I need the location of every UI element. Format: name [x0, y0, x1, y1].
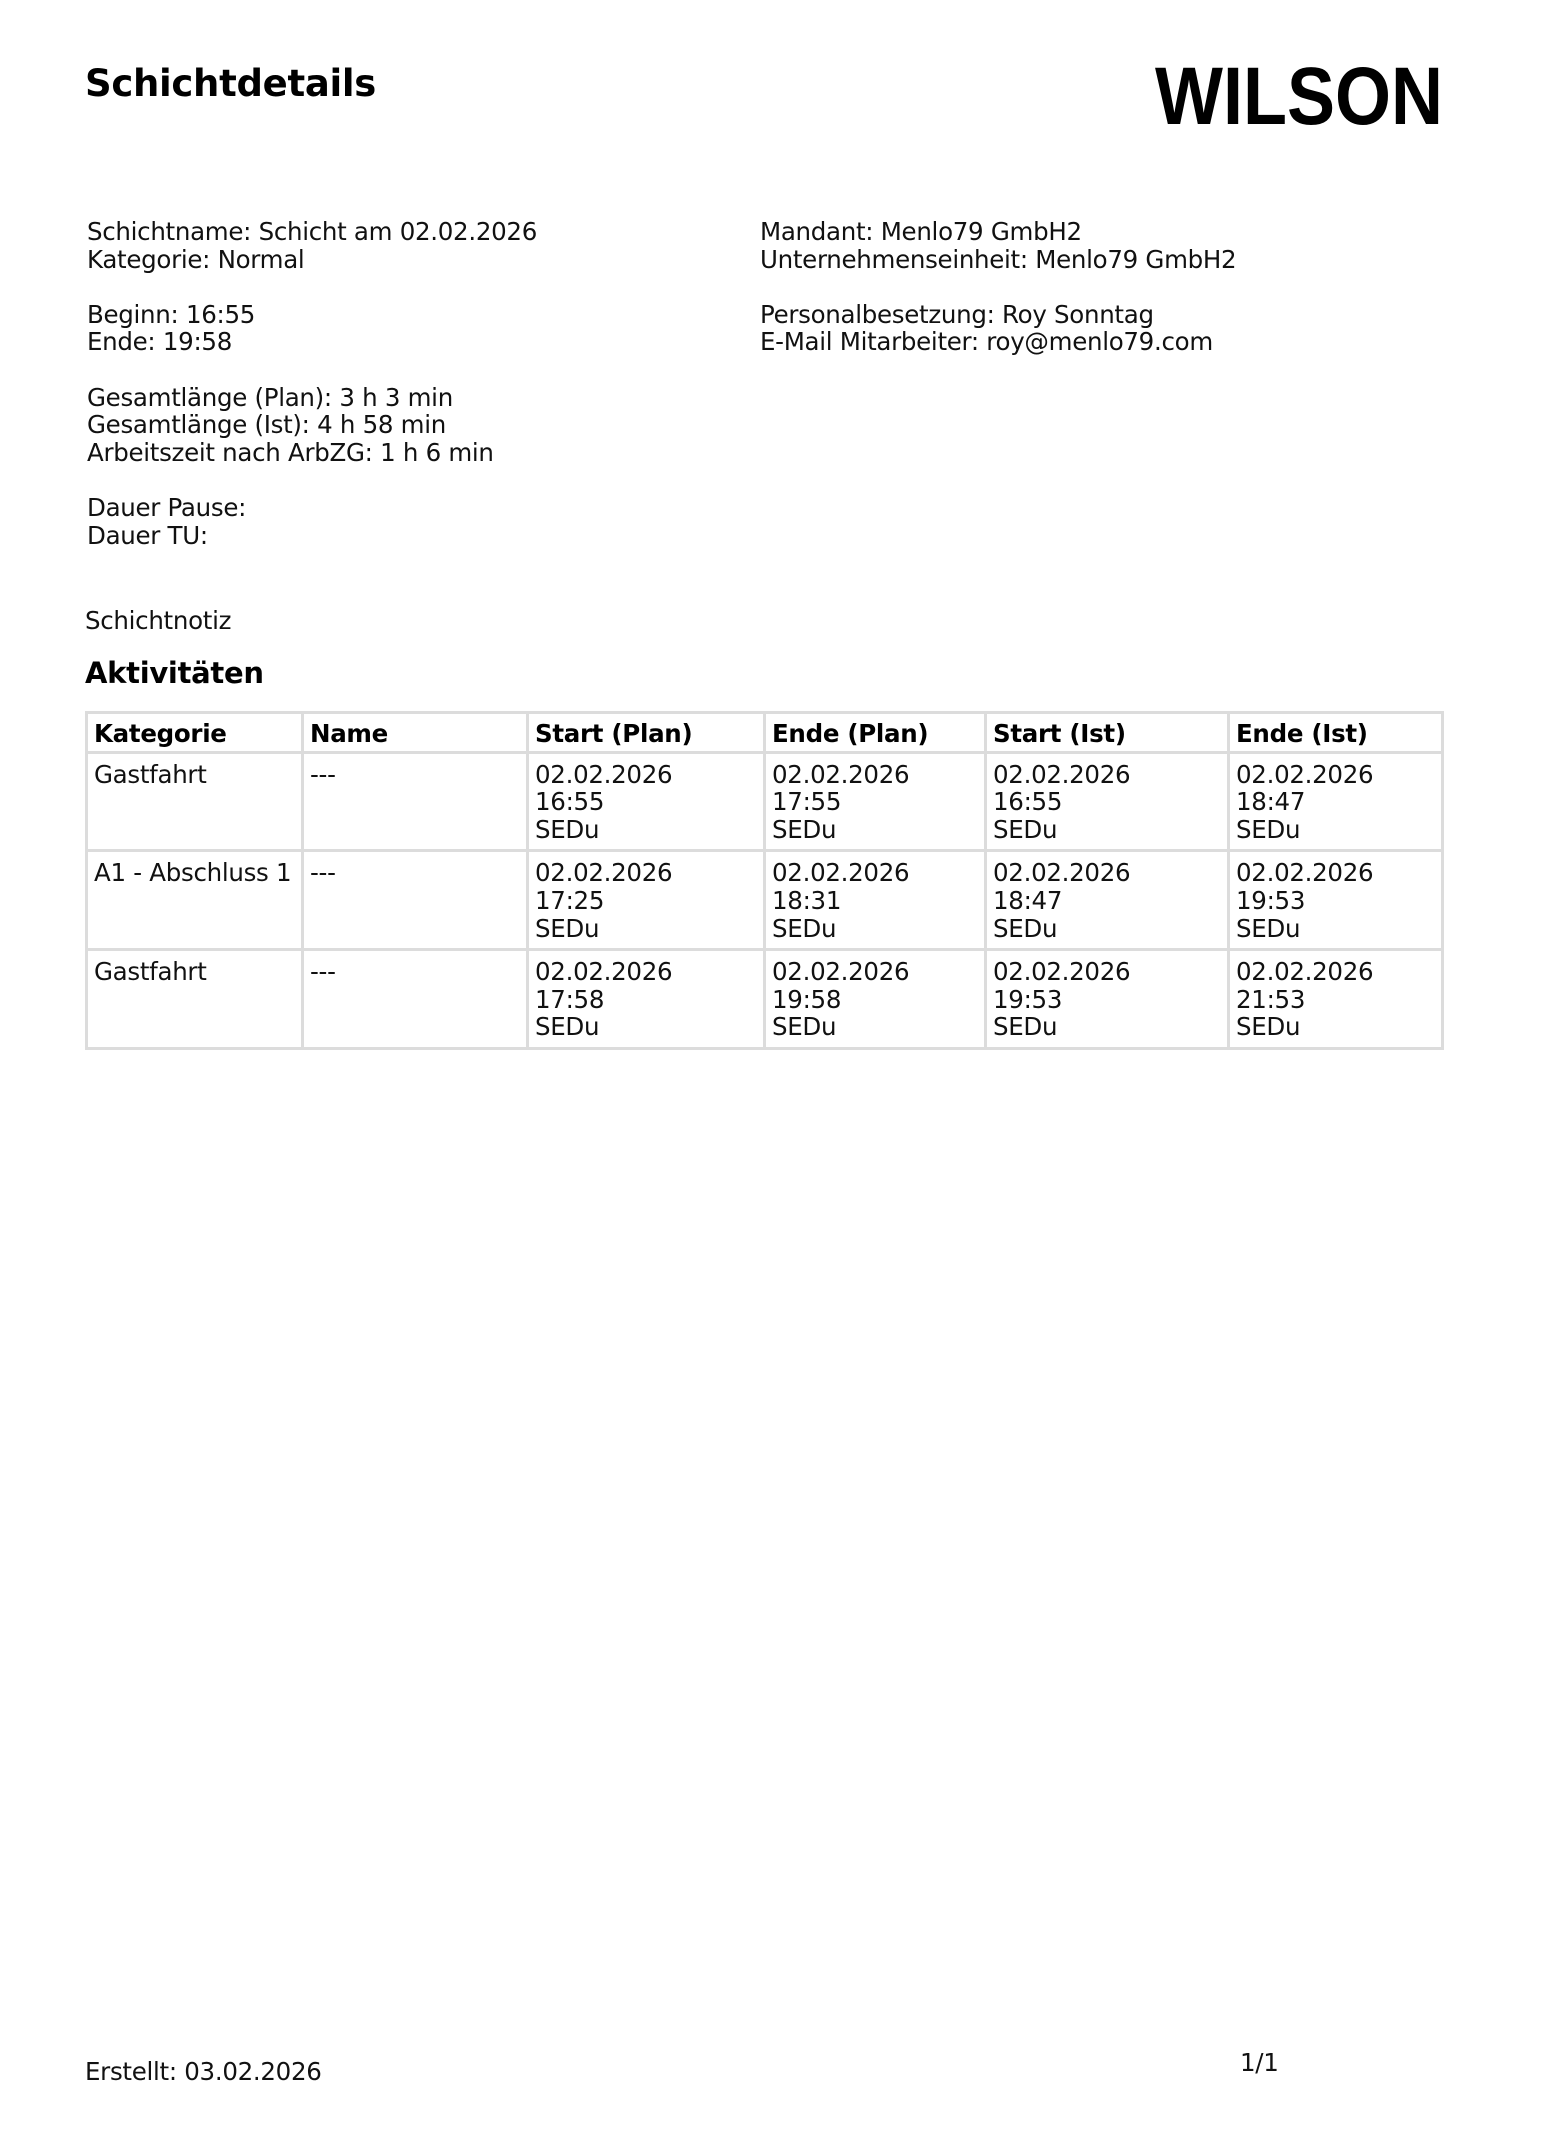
table-row [87, 851, 1443, 950]
wilson-logo [1153, 51, 1445, 142]
column-header-category: Kategorie [87, 713, 303, 753]
business-unit: Unternehmenseinheit: Menlo79 GmbH2 [760, 244, 1237, 274]
activities-table [85, 711, 1444, 1050]
date: 02.02.2026 [1236, 858, 1374, 888]
cell-category: Gastfahrt [87, 950, 303, 1049]
shift-info-left [87, 218, 537, 577]
date: 02.02.2026 [1236, 759, 1374, 789]
time: 18:47 [993, 885, 1063, 915]
location: SEDu [993, 814, 1058, 844]
shift-name: Schichtname: Schicht am 02.02.2026 [87, 217, 537, 246]
location: SEDu [1236, 1012, 1301, 1042]
time: 19:58 [772, 984, 842, 1014]
column-header-start-actual: Start (Ist) [986, 713, 1229, 753]
cell-category: A1 - Abschluss 1 [87, 851, 303, 950]
location: SEDu [772, 913, 837, 943]
cell-end-plan [765, 752, 986, 851]
location: SEDu [772, 1012, 837, 1042]
cell-start-plan [528, 851, 765, 950]
time: 17:25 [535, 885, 605, 915]
date: 02.02.2026 [772, 957, 910, 987]
cell-name: --- [303, 752, 528, 851]
info-group-client [760, 218, 1236, 273]
cell-category: Gastfahrt [87, 752, 303, 851]
info-group-breaks [87, 494, 537, 549]
date: 02.02.2026 [993, 858, 1131, 888]
time: 18:31 [772, 885, 842, 915]
location: SEDu [535, 1012, 600, 1042]
logo-text: WILSON [1155, 51, 1443, 142]
cell-end-plan [765, 851, 986, 950]
total-length-actual: Gesamtlänge (Ist): 4 h 58 min [87, 410, 446, 440]
time: 19:53 [993, 984, 1063, 1014]
table-header-row [87, 713, 1443, 753]
shift-note-label: Schichtnotiz [85, 606, 232, 635]
table-row [87, 950, 1443, 1049]
shift-end: Ende: 19:58 [87, 327, 232, 357]
location: SEDu [993, 913, 1058, 943]
cell-end-actual [1229, 950, 1443, 1049]
page-title: Schichtdetails [85, 62, 376, 105]
time: 18:47 [1236, 787, 1306, 817]
info-group-time [87, 301, 537, 356]
working-time-arbzg: Arbeitszeit nach ArbZG: 1 h 6 min [87, 437, 494, 467]
info-group-staff [760, 301, 1236, 356]
column-header-start-plan: Start (Plan) [528, 713, 765, 753]
date: 02.02.2026 [535, 858, 673, 888]
shift-info-right [760, 218, 1236, 384]
column-header-end-actual: Ende (Ist) [1229, 713, 1443, 753]
shift-category: Kategorie: Normal [87, 244, 305, 274]
staffing: Personalbesetzung: Roy Sonntag [760, 299, 1154, 329]
date: 02.02.2026 [535, 759, 673, 789]
date: 02.02.2026 [993, 759, 1131, 789]
location: SEDu [1236, 913, 1301, 943]
time: 16:55 [535, 787, 605, 817]
date: 02.02.2026 [772, 858, 910, 888]
time: 21:53 [1236, 984, 1306, 1014]
date: 02.02.2026 [772, 759, 910, 789]
location: SEDu [535, 913, 600, 943]
cell-start-plan [528, 752, 765, 851]
page-number: 1/1 [1240, 2048, 1279, 2077]
table-row [87, 752, 1443, 851]
cell-name: --- [303, 950, 528, 1049]
info-group-shift [87, 218, 537, 273]
date: 02.02.2026 [993, 957, 1131, 987]
column-header-end-plan: Ende (Plan) [765, 713, 986, 753]
location: SEDu [1236, 814, 1301, 844]
cell-start-actual [986, 752, 1229, 851]
cell-start-actual [986, 950, 1229, 1049]
time: 17:55 [772, 787, 842, 817]
location: SEDu [772, 814, 837, 844]
cell-end-plan [765, 950, 986, 1049]
info-group-duration [87, 384, 537, 467]
time: 16:55 [993, 787, 1063, 817]
time: 17:58 [535, 984, 605, 1014]
location: SEDu [993, 1012, 1058, 1042]
activities-title: Aktivitäten [85, 656, 264, 690]
created-date: Erstellt: 03.02.2026 [85, 2057, 322, 2086]
location: SEDu [535, 814, 600, 844]
cell-start-actual [986, 851, 1229, 950]
shift-begin: Beginn: 16:55 [87, 299, 256, 329]
cell-end-actual [1229, 851, 1443, 950]
client: Mandant: Menlo79 GmbH2 [760, 217, 1082, 246]
cell-name: --- [303, 851, 528, 950]
break-duration: Dauer Pause: [87, 492, 247, 522]
cell-end-actual [1229, 752, 1443, 851]
date: 02.02.2026 [535, 957, 673, 987]
time: 19:53 [1236, 885, 1306, 915]
total-length-plan: Gesamtlänge (Plan): 3 h 3 min [87, 382, 453, 412]
employee-email: E-Mail Mitarbeiter: roy@menlo79.com [760, 327, 1213, 357]
tu-duration: Dauer TU: [87, 520, 208, 550]
cell-start-plan [528, 950, 765, 1049]
column-header-name: Name [303, 713, 528, 753]
date: 02.02.2026 [1236, 957, 1374, 987]
